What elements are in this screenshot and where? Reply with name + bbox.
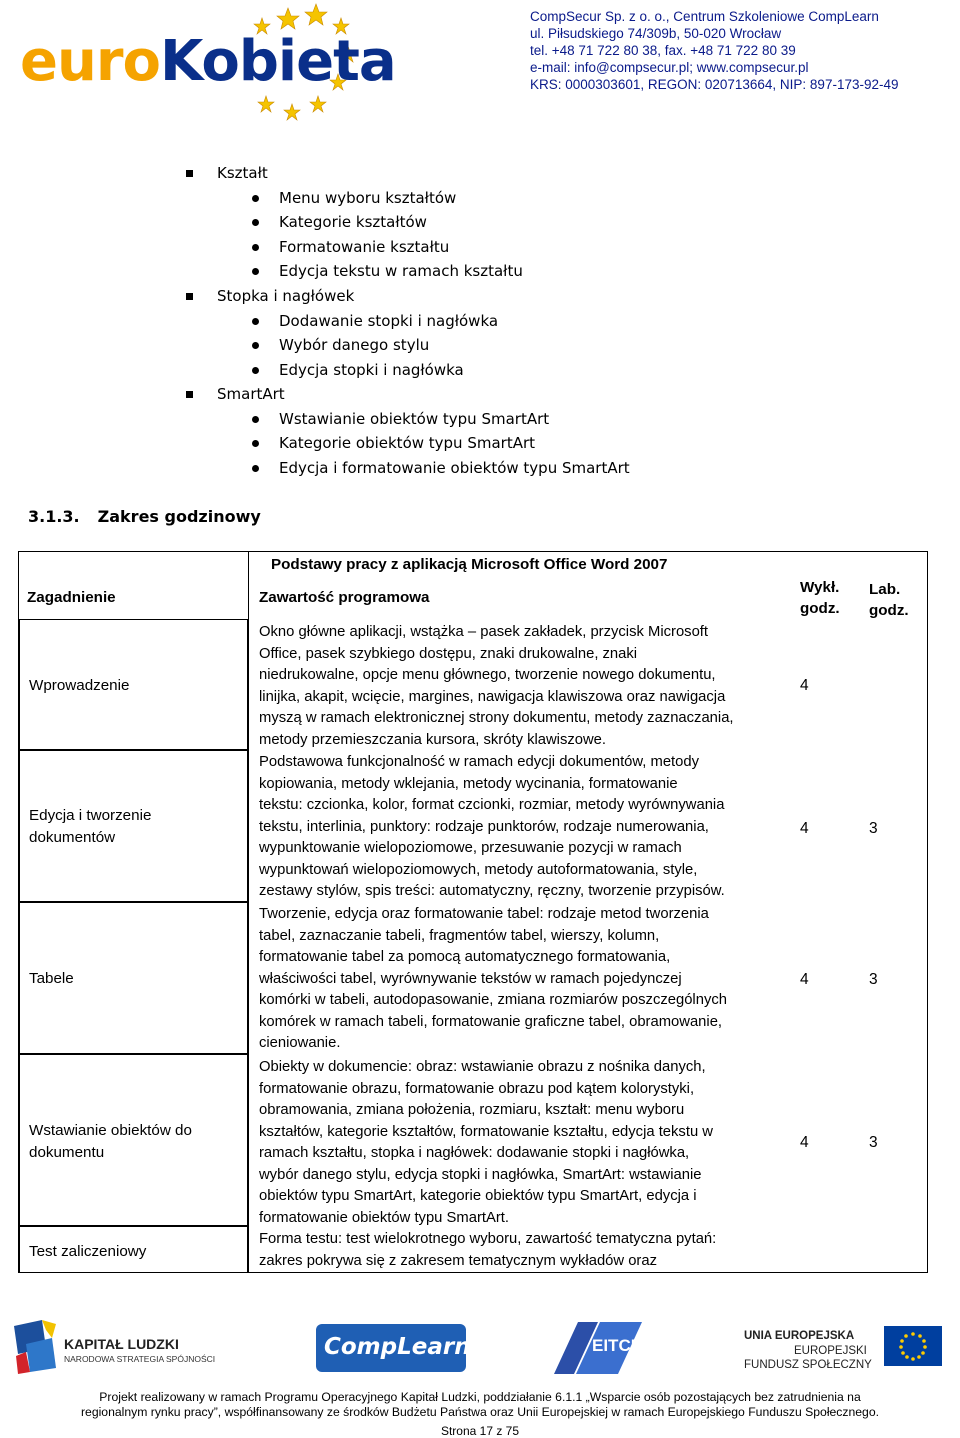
round-bullet-icon <box>252 465 259 472</box>
page-number: Strona 17 z 75 <box>440 1424 520 1438</box>
square-bullet-icon <box>186 293 193 300</box>
header-topic: Zagadnienie <box>27 589 116 606</box>
round-bullet-icon <box>252 244 259 251</box>
round-bullet-icon <box>252 416 259 423</box>
topic-cell: Test zaliczeniowy <box>29 1243 147 1260</box>
lecture-hours-cell: 4 <box>800 971 809 988</box>
header-lecture-hours: Wykł. godz. <box>800 579 840 617</box>
kapital-ludzki-emblem-icon <box>12 1318 58 1374</box>
eitci-logo-text: EITCI <box>592 1336 636 1355</box>
logo-word-kobieta: Kobieta <box>159 29 396 94</box>
content-cell: Podstawowa funkcjonalność w ramach edycji dokumentów, metody kopiowania, metody wklejania, metody wycinania, formatowanie tekstu: czcionka, kolor, format czcionki, rozmiar, metody wyrównywania tekstu, interlinia, punktory: rodzaje punktorów, rodzaje numerowania, wypunktowanie wielopoziomowe, przesuwanie pozycji w ramach wypunktowań wielopoziomowych, metody autoformatowania, style, zestawy stylów, spis treści: automatyczny, ręczny, tworzenie przypisów. <box>259 754 725 899</box>
logo-wordmark <box>20 29 396 94</box>
content-cell: Tworzenie, edycja oraz formatowanie tabel: rodzaje metod tworzenia tabel, zaznaczanie tabeli, fragmentów tabel, wierszy, kolumn, formatowanie tabel za pomocą automatycznego formatowania, właściwości tabel, wyrównywanie tekstów w ramach pojedynczej komórki w tabeli, autodopasowanie, zmiana rozmiarów poszczególnych komórek w ramach tabeli, formatowanie graficzne tabel, obramowanie, cieniowanie. <box>259 906 727 1051</box>
eu-fund-logo <box>744 1330 944 1376</box>
footer-project-note: Projekt realizowany w ramach Programu Operacyjnego Kapitał Ludzki, poddziałanie 6.1.1 „Wsparcie osób pozostających bez zatrudnienia na regionalnym rynku pracy”, współfinansowany ze środków Budżetu Państwa oraz Unii Europejskiej w ramach Europejskiego Funduszu Społecznego. <box>80 1390 879 1419</box>
company-line: e-mail: info@compsecur.pl; www.compsecur.pl <box>530 60 809 75</box>
eu-fund-line: FUNDUSZ SPOŁECZNY <box>744 1359 872 1371</box>
lecture-hours-cell: 4 <box>800 1134 809 1151</box>
lab-hours-cell: 3 <box>869 1134 878 1151</box>
topic-cell: Wstawianie obiektów do dokumentu <box>29 1122 192 1161</box>
content-cell: Forma testu: test wielokrotnego wyboru, zawartość tematyczna pytań: zakres pokrywa się z zakresem tematycznym wykładów oraz <box>259 1231 717 1269</box>
company-line: tel. +48 71 722 80 38, fax. +48 71 722 80 39 <box>530 43 796 58</box>
lab-hours-cell: 3 <box>869 820 878 837</box>
eu-fund-line: UNIA EUROPEJSKA <box>744 1330 855 1342</box>
company-line: CompSecur Sp. z o. o., Centrum Szkoleniowe CompLearn <box>530 9 879 24</box>
header-content: Zawartość programowa <box>259 589 430 606</box>
lecture-hours-cell: 4 <box>800 820 809 837</box>
round-bullet-icon <box>252 440 259 447</box>
content-cell: Obiekty w dokumencie: obraz: wstawianie obrazu z nośnika danych, formatowanie obrazu, formatowanie obrazu pod kątem kolorystyki, obramowania, zmiana położenia, rozmiaru, kształt: menu wyboru kształtów, kategorie kształtów, formatowanie kształtu, edycja tekstu w ramach kształtu, stopka i nagłówek: dodawanie stopki i nagłówka, wybór danego stylu, edycja stopki i nagłówka, SmartArt: wstawianie obiektów typu SmartArt, kategorie obiektów typu SmartArt, edycja i formatowanie obiektów typu SmartArt. <box>259 1059 713 1226</box>
topic-cell: Wprowadzenie <box>29 677 130 694</box>
kapital-ludzki-logo <box>12 1318 216 1374</box>
section-number: 3.1.3. <box>28 507 80 526</box>
eu-fund-line: EUROPEJSKI <box>794 1345 867 1357</box>
complearn-logo-text: CompLearn <box>324 1334 471 1360</box>
round-bullet-icon <box>252 195 259 202</box>
table-row <box>19 750 248 902</box>
lecture-hours-cell: 4 <box>800 677 809 694</box>
table-column-divider <box>248 552 249 1272</box>
company-line: ul. Piłsudskiego 74/309b, 50-020 Wrocław <box>530 26 782 41</box>
topic-cell: Edycja i tworzenie dokumentów <box>29 807 152 846</box>
table-row <box>19 1054 248 1226</box>
kapital-ludzki-title: KAPITAŁ LUDZKI <box>64 1336 179 1352</box>
company-line: KRS: 0000303601, REGON: 020713664, NIP: 897-173-92-49 <box>530 77 899 92</box>
square-bullet-icon <box>186 391 193 398</box>
section-heading <box>28 507 261 526</box>
section-title: Zakres godzinowy <box>97 507 261 526</box>
content-cell: Okno główne aplikacji, wstążka – pasek zakładek, przycisk Microsoft Office, pasek szybkiego dostępu, znaki drukowalne, znaki niedrukowalne, opcje menu głównego, tworzenie nowego dokumentu, linijka, akapit, wcięcie, margines, nawigacja klawiszowa oraz nawigacja myszą w ramach elektronicznej strony dokumentu, metody zaznaczania, metody przemieszczania kursora, skróty klawiszowe. <box>259 624 734 748</box>
table-title: Podstawy pracy z aplikacją Microsoft Office Word 2007 <box>271 556 668 573</box>
kapital-ludzki-subtitle: NARODOWA STRATEGIA SPÓJNOŚCI <box>64 1354 216 1364</box>
header-lab-hours: Lab. godz. <box>869 581 909 619</box>
square-bullet-icon <box>186 170 193 177</box>
table-row <box>19 1226 248 1272</box>
eu-flag-icon <box>884 1326 942 1366</box>
round-bullet-icon <box>252 268 259 275</box>
round-bullet-icon <box>252 219 259 226</box>
lab-hours-cell: 3 <box>869 971 878 988</box>
topic-cell: Tabele <box>29 970 74 987</box>
hours-table <box>18 551 928 1273</box>
complearn-logo <box>316 1324 471 1372</box>
table-row <box>19 902 248 1054</box>
company-info <box>530 8 950 93</box>
round-bullet-icon <box>252 342 259 349</box>
eitci-logo <box>552 1318 644 1374</box>
round-bullet-icon <box>252 367 259 374</box>
round-bullet-icon <box>252 318 259 325</box>
table-row <box>19 619 248 750</box>
logo-word-euro: euro <box>20 29 160 94</box>
